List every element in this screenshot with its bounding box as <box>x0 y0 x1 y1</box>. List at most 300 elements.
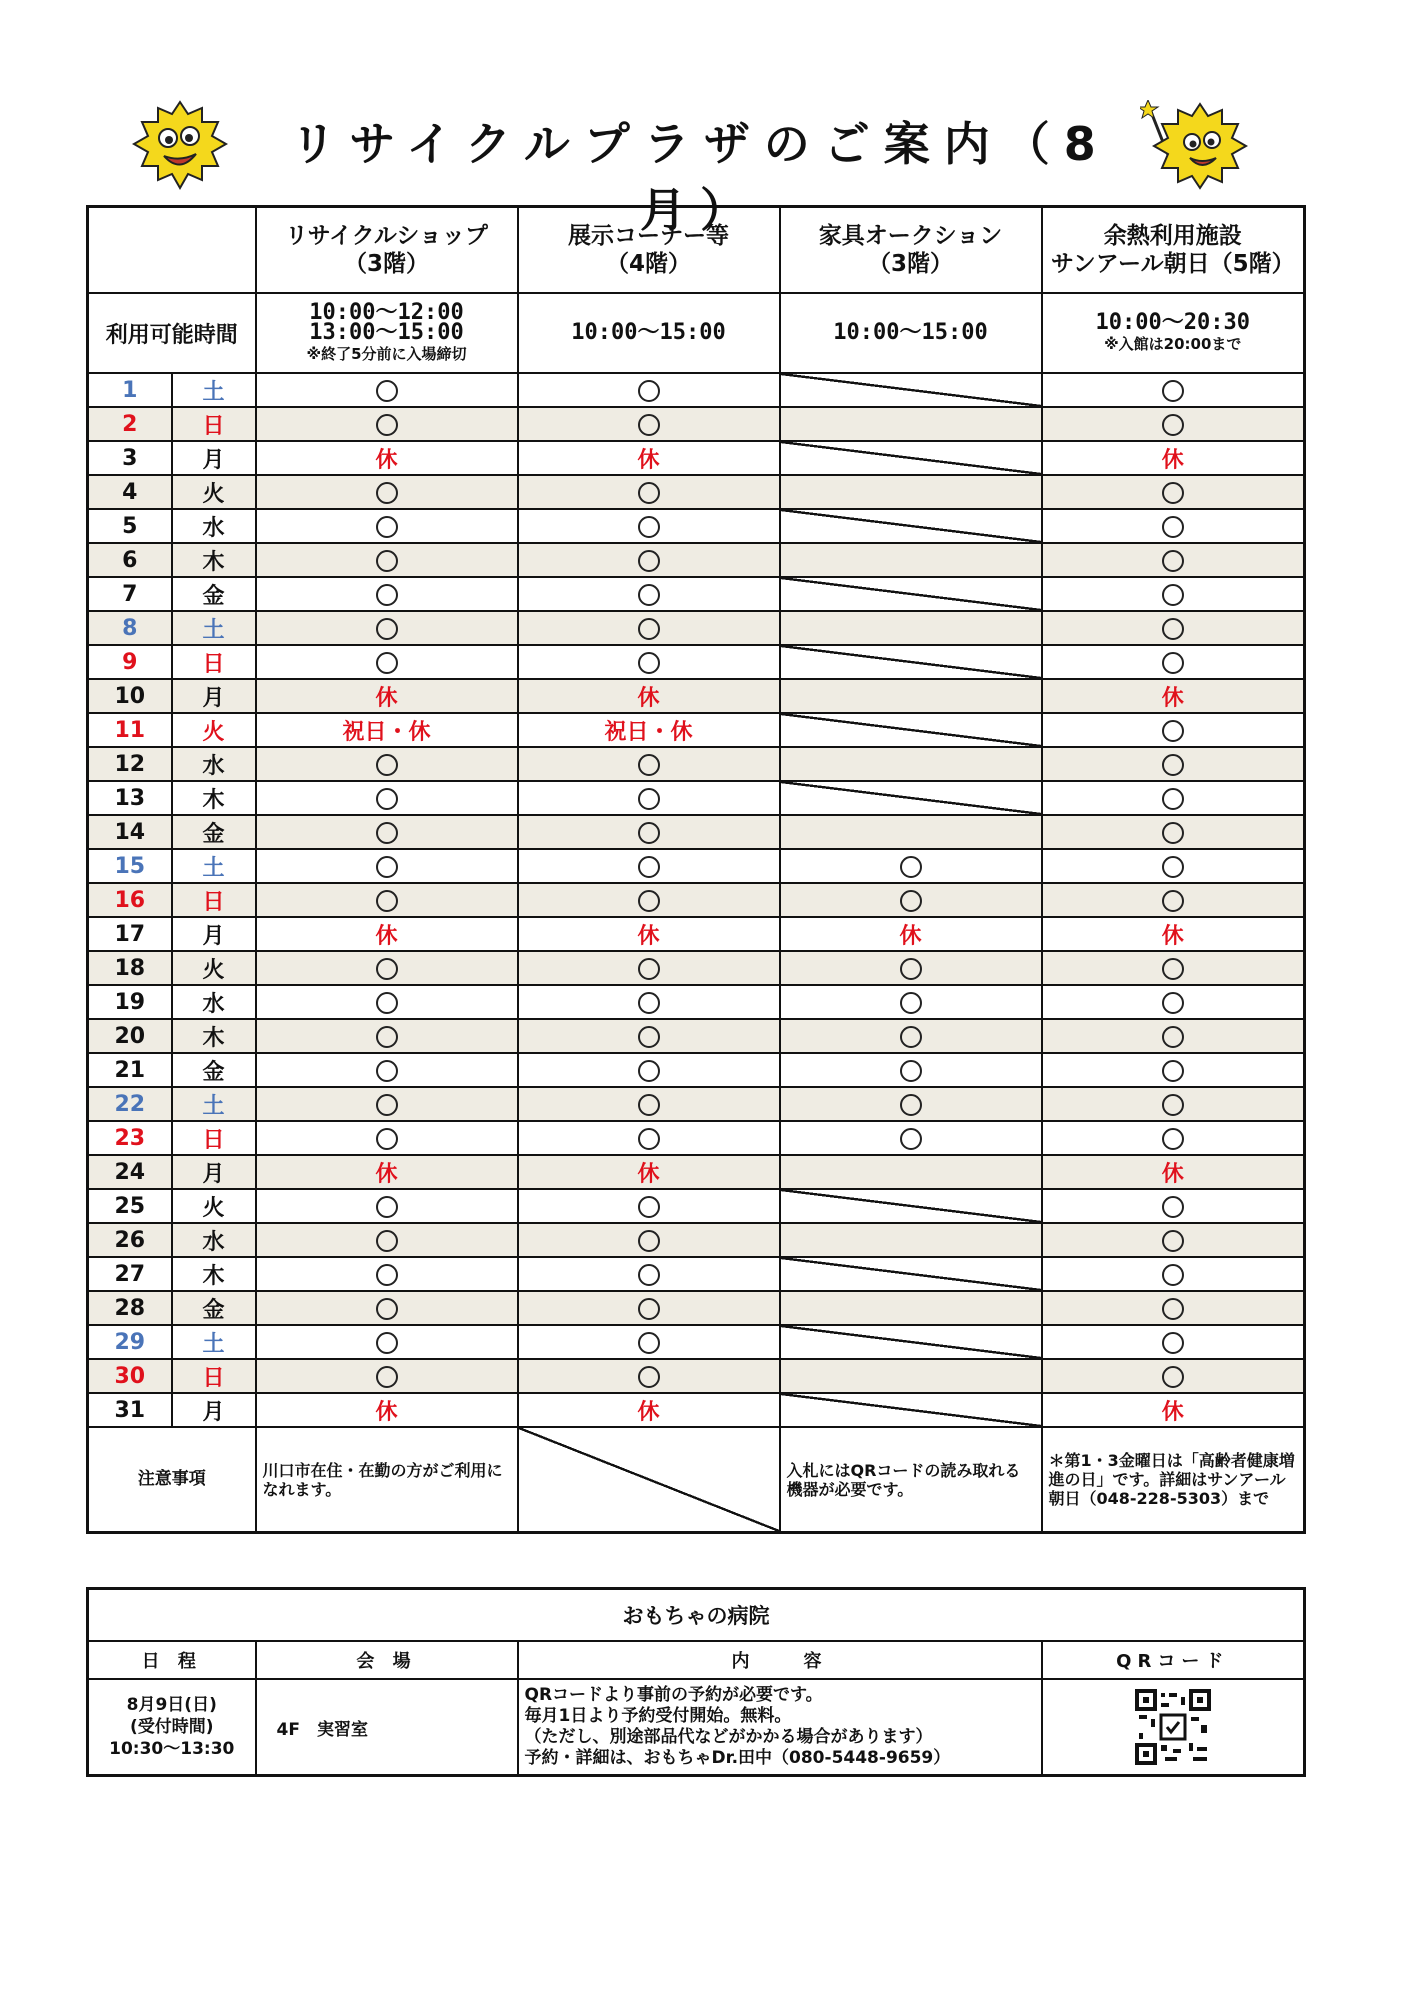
open-circle-icon <box>638 516 660 538</box>
toy-venue: 4F 実習室 <box>256 1679 518 1776</box>
day-row <box>88 611 1305 645</box>
day-of-week: 土 <box>172 1325 256 1359</box>
status-open-sunearl-asahi <box>1042 883 1305 917</box>
day-of-week: 火 <box>172 951 256 985</box>
status-not-available-furniture-auction <box>780 1359 1042 1393</box>
status-open-sunearl-asahi <box>1042 1087 1305 1121</box>
toy-header-date: 日 程 <box>88 1641 256 1679</box>
page-title: リサイクルプラザのご案内（8月） <box>290 117 1110 237</box>
open-circle-icon <box>638 754 660 776</box>
day-of-week: 月 <box>172 441 256 475</box>
status-open-sunearl-asahi <box>1042 407 1305 441</box>
status-open-recycle-shop <box>256 849 518 883</box>
day-of-week: 金 <box>172 1053 256 1087</box>
status-not-available-furniture-auction <box>780 747 1042 781</box>
status-open-sunearl-asahi <box>1042 543 1305 577</box>
status-closed-sunearl-asahi: 休 <box>1042 1155 1305 1189</box>
status-open-exhibit-corner <box>518 1257 780 1291</box>
status-open-exhibit-corner <box>518 543 780 577</box>
day-number: 29 <box>88 1325 172 1359</box>
status-open-recycle-shop <box>256 407 518 441</box>
day-of-week: 月 <box>172 1393 256 1427</box>
open-circle-icon <box>638 550 660 572</box>
open-circle-icon <box>1162 856 1184 878</box>
hours-recycle-shop: 10:00～12:00 13:00～15:00 ※終了5分前に入場締切 <box>256 293 518 373</box>
open-circle-icon <box>1162 1128 1184 1150</box>
status-closed-sunearl-asahi: 休 <box>1042 917 1305 951</box>
status-open-sunearl-asahi <box>1042 747 1305 781</box>
status-open-recycle-shop <box>256 883 518 917</box>
toy-header-content: 内 容 <box>518 1641 1042 1679</box>
day-number: 23 <box>88 1121 172 1155</box>
notes-row <box>88 1427 1305 1533</box>
status-open-sunearl-asahi <box>1042 713 1305 747</box>
status-not-available-furniture-auction <box>780 1393 1042 1427</box>
day-number: 18 <box>88 951 172 985</box>
status-open-sunearl-asahi <box>1042 1189 1305 1223</box>
status-open-sunearl-asahi <box>1042 815 1305 849</box>
status-closed-exhibit-corner: 休 <box>518 1155 780 1189</box>
status-open-recycle-shop <box>256 509 518 543</box>
open-circle-icon <box>900 992 922 1014</box>
status-open-sunearl-asahi <box>1042 373 1305 407</box>
day-number: 12 <box>88 747 172 781</box>
status-open-recycle-shop <box>256 1019 518 1053</box>
open-circle-icon <box>638 890 660 912</box>
open-circle-icon <box>638 618 660 640</box>
day-of-week: 木 <box>172 781 256 815</box>
status-open-furniture-auction <box>780 1019 1042 1053</box>
open-circle-icon <box>638 788 660 810</box>
status-open-recycle-shop <box>256 577 518 611</box>
day-of-week: 水 <box>172 747 256 781</box>
open-circle-icon <box>376 550 398 572</box>
status-open-exhibit-corner <box>518 509 780 543</box>
status-not-available-furniture-auction <box>780 543 1042 577</box>
status-open-furniture-auction <box>780 985 1042 1019</box>
open-circle-icon <box>638 380 660 402</box>
open-circle-icon <box>376 380 398 402</box>
hours-exhibit-corner: 10:00～15:00 <box>518 293 780 373</box>
schedule-table <box>86 205 1306 1534</box>
header-corner <box>88 207 256 294</box>
status-open-exhibit-corner <box>518 475 780 509</box>
open-circle-icon <box>638 1026 660 1048</box>
day-row <box>88 441 1305 475</box>
open-circle-icon <box>1162 1298 1184 1320</box>
status-open-sunearl-asahi <box>1042 1257 1305 1291</box>
day-number: 15 <box>88 849 172 883</box>
hours-furniture-auction: 10:00～15:00 <box>780 293 1042 373</box>
status-open-sunearl-asahi <box>1042 1019 1305 1053</box>
day-of-week: 月 <box>172 679 256 713</box>
status-open-sunearl-asahi <box>1042 781 1305 815</box>
status-open-exhibit-corner <box>518 951 780 985</box>
day-of-week: 水 <box>172 985 256 1019</box>
open-circle-icon <box>376 414 398 436</box>
open-circle-icon <box>1162 652 1184 674</box>
status-open-recycle-shop <box>256 1087 518 1121</box>
status-open-exhibit-corner <box>518 1359 780 1393</box>
day-row <box>88 1359 1305 1393</box>
day-row <box>88 1019 1305 1053</box>
status-open-furniture-auction <box>780 1121 1042 1155</box>
day-number: 8 <box>88 611 172 645</box>
mascot-sun-icon <box>130 100 230 190</box>
day-number: 27 <box>88 1257 172 1291</box>
day-number: 22 <box>88 1087 172 1121</box>
day-of-week: 土 <box>172 611 256 645</box>
day-of-week: 日 <box>172 407 256 441</box>
day-of-week: 木 <box>172 1019 256 1053</box>
status-open-recycle-shop <box>256 747 518 781</box>
status-not-available-furniture-auction <box>780 815 1042 849</box>
status-open-recycle-shop <box>256 1359 518 1393</box>
open-circle-icon <box>900 890 922 912</box>
day-of-week: 金 <box>172 815 256 849</box>
open-circle-icon <box>376 1298 398 1320</box>
open-circle-icon <box>638 1196 660 1218</box>
status-closed-furniture-auction: 休 <box>780 917 1042 951</box>
day-row <box>88 917 1305 951</box>
notes-recycle-shop: 川口市在住・在勤の方がご利用になれます。 <box>256 1427 518 1533</box>
open-circle-icon <box>1162 1230 1184 1252</box>
day-number: 6 <box>88 543 172 577</box>
day-of-week: 水 <box>172 509 256 543</box>
day-row <box>88 373 1305 407</box>
day-row <box>88 1223 1305 1257</box>
open-circle-icon <box>376 1366 398 1388</box>
hours-sunearl-asahi: 10:00～20:30 ※入館は20:00まで <box>1042 293 1305 373</box>
toy-hospital-table <box>86 1587 1306 1777</box>
day-row <box>88 781 1305 815</box>
status-open-sunearl-asahi <box>1042 1291 1305 1325</box>
open-circle-icon <box>376 1026 398 1048</box>
open-circle-icon <box>900 1026 922 1048</box>
day-of-week: 土 <box>172 849 256 883</box>
status-closed-exhibit-corner: 休 <box>518 679 780 713</box>
day-number: 11 <box>88 713 172 747</box>
status-open-exhibit-corner <box>518 1087 780 1121</box>
open-circle-icon <box>1162 1264 1184 1286</box>
header-furniture-auction: 家具オークション （3階） <box>780 207 1042 294</box>
day-number: 20 <box>88 1019 172 1053</box>
status-not-available-furniture-auction <box>780 1155 1042 1189</box>
open-circle-icon <box>638 1298 660 1320</box>
status-open-exhibit-corner <box>518 849 780 883</box>
day-number: 16 <box>88 883 172 917</box>
hours-row <box>88 293 1305 373</box>
status-open-recycle-shop <box>256 781 518 815</box>
status-open-exhibit-corner <box>518 373 780 407</box>
day-row <box>88 747 1305 781</box>
day-number: 13 <box>88 781 172 815</box>
status-open-recycle-shop <box>256 1291 518 1325</box>
day-number: 7 <box>88 577 172 611</box>
open-circle-icon <box>1162 788 1184 810</box>
title-bar <box>130 100 1250 237</box>
status-open-sunearl-asahi <box>1042 951 1305 985</box>
status-open-exhibit-corner <box>518 1223 780 1257</box>
status-not-available-furniture-auction <box>780 1189 1042 1223</box>
status-closed-sunearl-asahi: 休 <box>1042 679 1305 713</box>
open-circle-icon <box>376 482 398 504</box>
open-circle-icon <box>900 1060 922 1082</box>
open-circle-icon <box>1162 754 1184 776</box>
status-open-recycle-shop <box>256 543 518 577</box>
status-not-available-furniture-auction <box>780 1325 1042 1359</box>
open-circle-icon <box>900 856 922 878</box>
day-of-week: 木 <box>172 543 256 577</box>
day-row <box>88 1121 1305 1155</box>
open-circle-icon <box>638 1332 660 1354</box>
open-circle-icon <box>1162 1332 1184 1354</box>
open-circle-icon <box>638 482 660 504</box>
open-circle-icon <box>638 652 660 674</box>
open-circle-icon <box>376 652 398 674</box>
status-open-exhibit-corner <box>518 577 780 611</box>
day-number: 10 <box>88 679 172 713</box>
day-row <box>88 475 1305 509</box>
day-number: 4 <box>88 475 172 509</box>
open-circle-icon <box>1162 380 1184 402</box>
status-closed-exhibit-corner: 休 <box>518 917 780 951</box>
status-not-available-furniture-auction <box>780 679 1042 713</box>
open-circle-icon <box>638 584 660 606</box>
open-circle-icon <box>1162 992 1184 1014</box>
day-number: 26 <box>88 1223 172 1257</box>
open-circle-icon <box>638 1128 660 1150</box>
day-number: 28 <box>88 1291 172 1325</box>
day-number: 3 <box>88 441 172 475</box>
open-circle-icon <box>376 618 398 640</box>
day-of-week: 日 <box>172 645 256 679</box>
status-open-exhibit-corner <box>518 1325 780 1359</box>
day-row <box>88 713 1305 747</box>
status-open-recycle-shop <box>256 475 518 509</box>
open-circle-icon <box>638 856 660 878</box>
open-circle-icon <box>1162 720 1184 742</box>
open-circle-icon <box>1162 1060 1184 1082</box>
toy-body-row <box>88 1679 1305 1776</box>
open-circle-icon <box>376 1128 398 1150</box>
day-number: 17 <box>88 917 172 951</box>
status-closed-recycle-shop: 休 <box>256 679 518 713</box>
day-row <box>88 985 1305 1019</box>
status-closed-recycle-shop: 休 <box>256 1393 518 1427</box>
open-circle-icon <box>376 1060 398 1082</box>
open-circle-icon <box>1162 1366 1184 1388</box>
status-open-recycle-shop <box>256 1189 518 1223</box>
day-number: 1 <box>88 373 172 407</box>
day-of-week: 月 <box>172 917 256 951</box>
day-row <box>88 1189 1305 1223</box>
day-number: 31 <box>88 1393 172 1427</box>
day-of-week: 火 <box>172 475 256 509</box>
status-open-sunearl-asahi <box>1042 1121 1305 1155</box>
open-circle-icon <box>638 992 660 1014</box>
day-row <box>88 407 1305 441</box>
day-of-week: 金 <box>172 577 256 611</box>
open-circle-icon <box>376 1230 398 1252</box>
day-of-week: 土 <box>172 373 256 407</box>
open-circle-icon <box>1162 414 1184 436</box>
day-row <box>88 1393 1305 1427</box>
day-of-week: 土 <box>172 1087 256 1121</box>
open-circle-icon <box>376 1264 398 1286</box>
toy-header-row <box>88 1641 1305 1679</box>
toy-date: 8月9日(日) (受付時間) 10:30～13:30 <box>88 1679 256 1776</box>
day-of-week: 火 <box>172 1189 256 1223</box>
status-open-recycle-shop <box>256 1325 518 1359</box>
open-circle-icon <box>1162 618 1184 640</box>
day-of-week: 日 <box>172 1121 256 1155</box>
day-of-week: 木 <box>172 1257 256 1291</box>
status-open-exhibit-corner <box>518 883 780 917</box>
status-not-available-furniture-auction <box>780 441 1042 475</box>
open-circle-icon <box>376 890 398 912</box>
open-circle-icon <box>1162 958 1184 980</box>
open-circle-icon <box>376 1094 398 1116</box>
day-of-week: 日 <box>172 883 256 917</box>
day-number: 14 <box>88 815 172 849</box>
status-open-exhibit-corner <box>518 985 780 1019</box>
status-open-recycle-shop <box>256 645 518 679</box>
day-rows <box>88 373 1305 1427</box>
status-open-sunearl-asahi <box>1042 475 1305 509</box>
status-open-recycle-shop <box>256 1053 518 1087</box>
status-open-exhibit-corner <box>518 611 780 645</box>
status-open-exhibit-corner <box>518 1189 780 1223</box>
notes-sunearl-asahi: ＊第1・3金曜日は「高齢者健康増進の日」です。詳細はサンアール朝日（048-228-5303）まで <box>1042 1427 1305 1533</box>
open-circle-icon <box>638 822 660 844</box>
status-not-available-furniture-auction <box>780 577 1042 611</box>
status-closed-exhibit-corner: 休 <box>518 441 780 475</box>
open-circle-icon <box>376 958 398 980</box>
header-recycle-shop: リサイクルショップ （3階） <box>256 207 518 294</box>
status-open-exhibit-corner <box>518 645 780 679</box>
day-number: 24 <box>88 1155 172 1189</box>
status-not-available-furniture-auction <box>780 373 1042 407</box>
status-open-sunearl-asahi <box>1042 849 1305 883</box>
status-open-exhibit-corner <box>518 781 780 815</box>
open-circle-icon <box>638 1366 660 1388</box>
open-circle-icon <box>638 1094 660 1116</box>
status-closed-sunearl-asahi: 休 <box>1042 441 1305 475</box>
status-open-furniture-auction <box>780 1087 1042 1121</box>
status-closed-recycle-shop: 休 <box>256 917 518 951</box>
day-row <box>88 815 1305 849</box>
day-row <box>88 1325 1305 1359</box>
status-open-furniture-auction <box>780 849 1042 883</box>
open-circle-icon <box>376 992 398 1014</box>
open-circle-icon <box>376 516 398 538</box>
open-circle-icon <box>638 1264 660 1286</box>
status-open-recycle-shop <box>256 373 518 407</box>
day-row <box>88 849 1305 883</box>
day-row <box>88 1291 1305 1325</box>
open-circle-icon <box>1162 890 1184 912</box>
status-open-exhibit-corner <box>518 1053 780 1087</box>
status-open-recycle-shop <box>256 1257 518 1291</box>
status-open-recycle-shop <box>256 1121 518 1155</box>
open-circle-icon <box>1162 1026 1184 1048</box>
status-open-sunearl-asahi <box>1042 985 1305 1019</box>
status-open-exhibit-corner <box>518 1121 780 1155</box>
status-open-sunearl-asahi <box>1042 509 1305 543</box>
open-circle-icon <box>1162 482 1184 504</box>
header-exhibit-corner: 展示コーナー等 （4階） <box>518 207 780 294</box>
day-number: 30 <box>88 1359 172 1393</box>
open-circle-icon <box>638 1230 660 1252</box>
hours-label: 利用可能時間 <box>88 293 256 373</box>
open-circle-icon <box>1162 584 1184 606</box>
toy-content: QRコードより事前の予約が必要です。 毎月1日より予約受付開始。無料。 （ただし、別途部品代などがかかる場合があります） 予約・詳細は、おもちゃDr.田中（080-5448-9659） <box>518 1679 1042 1776</box>
status-holiday-closed-exhibit-corner: 祝日・休 <box>518 713 780 747</box>
day-number: 5 <box>88 509 172 543</box>
mascot-wand-icon <box>1140 100 1250 190</box>
toy-header-venue: 会 場 <box>256 1641 518 1679</box>
day-row <box>88 1155 1305 1189</box>
open-circle-icon <box>638 414 660 436</box>
day-row <box>88 1087 1305 1121</box>
status-open-recycle-shop <box>256 1223 518 1257</box>
status-open-exhibit-corner <box>518 747 780 781</box>
open-circle-icon <box>1162 1094 1184 1116</box>
status-holiday-closed-recycle-shop: 祝日・休 <box>256 713 518 747</box>
open-circle-icon <box>376 856 398 878</box>
notes-exhibit-corner <box>518 1427 780 1533</box>
day-row <box>88 951 1305 985</box>
open-circle-icon <box>638 1060 660 1082</box>
day-number: 25 <box>88 1189 172 1223</box>
status-closed-exhibit-corner: 休 <box>518 1393 780 1427</box>
open-circle-icon <box>376 1196 398 1218</box>
status-not-available-furniture-auction <box>780 509 1042 543</box>
day-row <box>88 645 1305 679</box>
status-open-sunearl-asahi <box>1042 611 1305 645</box>
status-open-exhibit-corner <box>518 815 780 849</box>
qr-code-icon[interactable] <box>1135 1689 1211 1765</box>
notes-furniture-auction: 入札にはQRコードの読み取れる機器が必要です。 <box>780 1427 1042 1533</box>
status-not-available-furniture-auction <box>780 407 1042 441</box>
open-circle-icon <box>638 958 660 980</box>
open-circle-icon <box>376 754 398 776</box>
header-row <box>88 207 1305 294</box>
day-row <box>88 679 1305 713</box>
status-open-recycle-shop <box>256 611 518 645</box>
status-closed-recycle-shop: 休 <box>256 441 518 475</box>
status-open-sunearl-asahi <box>1042 1053 1305 1087</box>
status-not-available-furniture-auction <box>780 1257 1042 1291</box>
open-circle-icon <box>900 1094 922 1116</box>
status-not-available-furniture-auction <box>780 645 1042 679</box>
day-row <box>88 883 1305 917</box>
open-circle-icon <box>376 822 398 844</box>
day-number: 2 <box>88 407 172 441</box>
open-circle-icon <box>1162 822 1184 844</box>
status-open-recycle-shop <box>256 815 518 849</box>
notes-label: 注意事項 <box>88 1427 256 1533</box>
open-circle-icon <box>376 584 398 606</box>
day-row <box>88 509 1305 543</box>
day-row <box>88 1053 1305 1087</box>
status-open-sunearl-asahi <box>1042 1325 1305 1359</box>
day-of-week: 月 <box>172 1155 256 1189</box>
day-row <box>88 1257 1305 1291</box>
status-open-furniture-auction <box>780 883 1042 917</box>
status-open-furniture-auction <box>780 951 1042 985</box>
